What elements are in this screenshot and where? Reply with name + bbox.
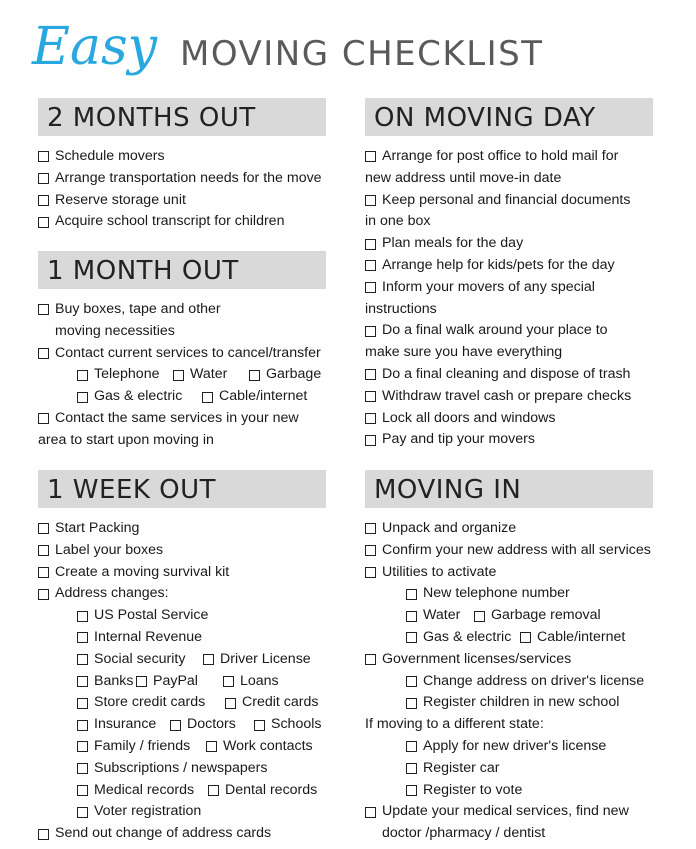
- checkbox[interactable]: [77, 720, 88, 731]
- checkbox[interactable]: [38, 413, 49, 424]
- sub-item[interactable]: Water: [173, 364, 249, 386]
- section-on-moving-day: [365, 98, 653, 451]
- sub-item[interactable]: Register car: [406, 758, 499, 780]
- sub-item[interactable]: Gas & electric: [406, 627, 520, 649]
- checkbox[interactable]: [208, 785, 219, 796]
- checkbox[interactable]: [136, 676, 147, 687]
- sub-item[interactable]: Dental records: [208, 780, 317, 802]
- checkbox[interactable]: [406, 785, 417, 796]
- checkbox[interactable]: [365, 567, 376, 578]
- sub-item[interactable]: Insurance: [77, 714, 170, 736]
- checkbox[interactable]: [38, 348, 49, 359]
- sub-item-row: [38, 627, 326, 649]
- sub-item[interactable]: Cable/internet: [520, 627, 625, 649]
- sub-item[interactable]: Apply for new driver's license: [406, 736, 606, 758]
- list-item[interactable]: Pay and tip your movers: [365, 429, 653, 451]
- sub-item-row: [365, 627, 653, 649]
- checkbox[interactable]: [254, 720, 265, 731]
- checkbox[interactable]: [77, 807, 88, 818]
- list-item[interactable]: Start Packing: [38, 518, 326, 540]
- list-item[interactable]: Address changes:: [38, 583, 326, 605]
- list-subheading: If moving to a different state:: [365, 716, 544, 733]
- sub-item-row: [38, 736, 326, 758]
- checkbox[interactable]: [520, 632, 531, 643]
- page-title: MOVING CHECKLIST: [180, 34, 544, 74]
- checkbox[interactable]: [365, 326, 376, 337]
- checkbox[interactable]: [77, 676, 88, 687]
- checkbox[interactable]: [38, 151, 49, 162]
- checkbox[interactable]: [249, 370, 260, 381]
- list-item[interactable]: Confirm your new address with all services: [365, 540, 653, 562]
- list-item-continued: new address until move-in date: [365, 169, 562, 186]
- sub-item[interactable]: Loans: [223, 671, 279, 693]
- sub-item[interactable]: Medical records: [77, 780, 208, 802]
- sub-item-row: [38, 649, 326, 671]
- sub-item[interactable]: PayPal: [136, 671, 223, 693]
- checkbox[interactable]: [38, 523, 49, 534]
- checkbox[interactable]: [365, 195, 376, 206]
- sub-item[interactable]: Garbage removal: [474, 605, 601, 627]
- list-item[interactable]: Plan meals for the day: [365, 233, 653, 255]
- checkbox[interactable]: [406, 698, 417, 709]
- brand-logo: [30, 6, 170, 76]
- sub-item-row: [38, 714, 326, 736]
- sub-item-row: [38, 801, 326, 823]
- checkbox[interactable]: [365, 391, 376, 402]
- checkbox[interactable]: [365, 523, 376, 534]
- sub-item[interactable]: Register children in new school: [406, 692, 619, 714]
- sub-item[interactable]: US Postal Service: [77, 605, 208, 627]
- checkbox[interactable]: [406, 763, 417, 774]
- list-item-continued: area to start upon moving in: [38, 431, 214, 448]
- checkbox[interactable]: [77, 654, 88, 665]
- checkbox[interactable]: [38, 195, 49, 206]
- section-2-months-out: [38, 98, 326, 233]
- sub-item-row: [365, 780, 653, 802]
- checkbox[interactable]: [406, 589, 417, 600]
- sub-item[interactable]: Driver License: [203, 649, 311, 671]
- checkbox[interactable]: [170, 720, 181, 731]
- sub-item-row: [365, 605, 653, 627]
- checkbox[interactable]: [365, 545, 376, 556]
- checkbox[interactable]: [406, 676, 417, 687]
- sub-item-row: [365, 758, 653, 780]
- sub-item[interactable]: Family / friends: [77, 736, 206, 758]
- sub-item[interactable]: Internal Revenue: [77, 627, 202, 649]
- sub-item-row: [365, 583, 653, 605]
- sub-item-row: [38, 605, 326, 627]
- list-item[interactable]: Arrange transportation needs for the move: [38, 168, 326, 190]
- checkbox[interactable]: [38, 304, 49, 315]
- list-item[interactable]: Schedule movers: [38, 146, 326, 168]
- list-item[interactable]: Contact the same services in your new: [38, 408, 326, 430]
- checkbox[interactable]: [406, 611, 417, 622]
- list-item[interactable]: Update your medical services, find new: [365, 801, 653, 823]
- sub-item-row: [365, 692, 653, 714]
- list-item[interactable]: Contact current services to cancel/transfer: [38, 343, 326, 365]
- sub-item[interactable]: Voter registration: [77, 801, 201, 823]
- checkbox[interactable]: [77, 698, 88, 709]
- sub-item-row: [38, 692, 326, 714]
- checkbox[interactable]: [223, 676, 234, 687]
- sub-item[interactable]: Doctors: [170, 714, 254, 736]
- section-heading: 2 MONTHS OUT: [38, 98, 326, 136]
- sub-item[interactable]: Store credit cards: [77, 692, 225, 714]
- checkbox[interactable]: [365, 282, 376, 293]
- list-item[interactable]: Reserve storage unit: [38, 190, 326, 212]
- list-item[interactable]: Buy boxes, tape and other: [38, 299, 326, 321]
- checkbox[interactable]: [77, 611, 88, 622]
- section-moving-in: [365, 470, 653, 845]
- list-item-continued: doctor /pharmacy / dentist: [382, 825, 546, 842]
- checkbox[interactable]: [77, 785, 88, 796]
- checkbox[interactable]: [38, 217, 49, 228]
- section-1-month-out: [38, 251, 326, 452]
- sub-item-row: [365, 671, 653, 693]
- list-item[interactable]: Arrange help for kids/pets for the day: [365, 255, 653, 277]
- checkbox[interactable]: [77, 370, 88, 381]
- sub-item[interactable]: Credit cards: [225, 692, 318, 714]
- section-heading: 1 MONTH OUT: [38, 251, 326, 289]
- checkbox[interactable]: [77, 741, 88, 752]
- list-item[interactable]: Unpack and organize: [365, 518, 653, 540]
- checkbox[interactable]: [202, 392, 213, 403]
- brand-word: Easy: [32, 17, 158, 76]
- checkbox[interactable]: [365, 435, 376, 446]
- list-item[interactable]: Withdraw travel cash or prepare checks: [365, 386, 653, 408]
- checkbox[interactable]: [365, 151, 376, 162]
- checkbox[interactable]: [365, 260, 376, 271]
- list-item[interactable]: Utilities to activate: [365, 562, 653, 584]
- section-1-week-out: [38, 470, 326, 845]
- list-item-continued: instructions: [365, 300, 437, 317]
- sub-item[interactable]: Telephone: [77, 364, 173, 386]
- sub-item-row: [365, 736, 653, 758]
- checkbox[interactable]: [365, 369, 376, 380]
- list-item[interactable]: Send out change of address cards: [38, 823, 326, 845]
- checkbox[interactable]: [38, 567, 49, 578]
- checkbox[interactable]: [173, 370, 184, 381]
- checkbox[interactable]: [406, 741, 417, 752]
- checkbox[interactable]: [38, 173, 49, 184]
- sub-item-row: [38, 780, 326, 802]
- checkbox[interactable]: [203, 654, 214, 665]
- list-item[interactable]: Acquire school transcript for children: [38, 211, 326, 233]
- list-item[interactable]: Do a final cleaning and dispose of trash: [365, 364, 653, 386]
- sub-item-row: [38, 758, 326, 780]
- checkbox[interactable]: [365, 654, 376, 665]
- list-item[interactable]: Label your boxes: [38, 540, 326, 562]
- checkbox[interactable]: [38, 589, 49, 600]
- sub-item[interactable]: Water: [406, 605, 474, 627]
- checkbox[interactable]: [365, 413, 376, 424]
- checkbox[interactable]: [77, 392, 88, 403]
- sub-item[interactable]: Work contacts: [206, 736, 313, 758]
- sub-item[interactable]: Social security: [77, 649, 203, 671]
- sub-item[interactable]: Banks: [77, 671, 136, 693]
- sub-item[interactable]: New telephone number: [406, 583, 570, 605]
- list-item[interactable]: Arrange for post office to hold mail for: [365, 146, 653, 168]
- checkbox[interactable]: [77, 763, 88, 774]
- sub-item[interactable]: Change address on driver's license: [406, 671, 644, 693]
- list-item-continued: moving necessities: [55, 322, 175, 339]
- sub-item[interactable]: Garbage: [249, 364, 321, 386]
- list-item-continued: in one box: [365, 213, 431, 230]
- sub-item-row: [38, 386, 326, 408]
- checkbox[interactable]: [365, 239, 376, 250]
- sub-item[interactable]: Gas & electric: [77, 386, 202, 408]
- list-item[interactable]: Inform your movers of any special: [365, 277, 653, 299]
- section-heading: 1 WEEK OUT: [38, 470, 326, 508]
- list-item-continued: make sure you have everything: [365, 344, 563, 361]
- checkbox[interactable]: [206, 741, 217, 752]
- sub-item[interactable]: Register to vote: [406, 780, 522, 802]
- checkbox[interactable]: [225, 698, 236, 709]
- sub-item[interactable]: Subscriptions / newspapers: [77, 758, 268, 780]
- checkbox[interactable]: [77, 632, 88, 643]
- list-item[interactable]: Keep personal and financial documents: [365, 190, 653, 212]
- sub-item-row: [38, 364, 326, 386]
- list-item[interactable]: Create a moving survival kit: [38, 562, 326, 584]
- easy-script-logo: [30, 6, 170, 76]
- section-heading: ON MOVING DAY: [365, 98, 653, 136]
- checkbox[interactable]: [406, 632, 417, 643]
- checkbox[interactable]: [474, 611, 485, 622]
- checkbox[interactable]: [365, 807, 376, 818]
- sub-item-row: [38, 671, 326, 693]
- sub-item[interactable]: Schools: [254, 714, 321, 736]
- sub-item[interactable]: Cable/internet: [202, 386, 307, 408]
- list-item[interactable]: Government licenses/services: [365, 649, 653, 671]
- checkbox[interactable]: [38, 545, 49, 556]
- checkbox[interactable]: [38, 829, 49, 840]
- section-heading: MOVING IN: [365, 470, 653, 508]
- list-item[interactable]: Do a final walk around your place to: [365, 320, 653, 342]
- list-item[interactable]: Lock all doors and windows: [365, 408, 653, 430]
